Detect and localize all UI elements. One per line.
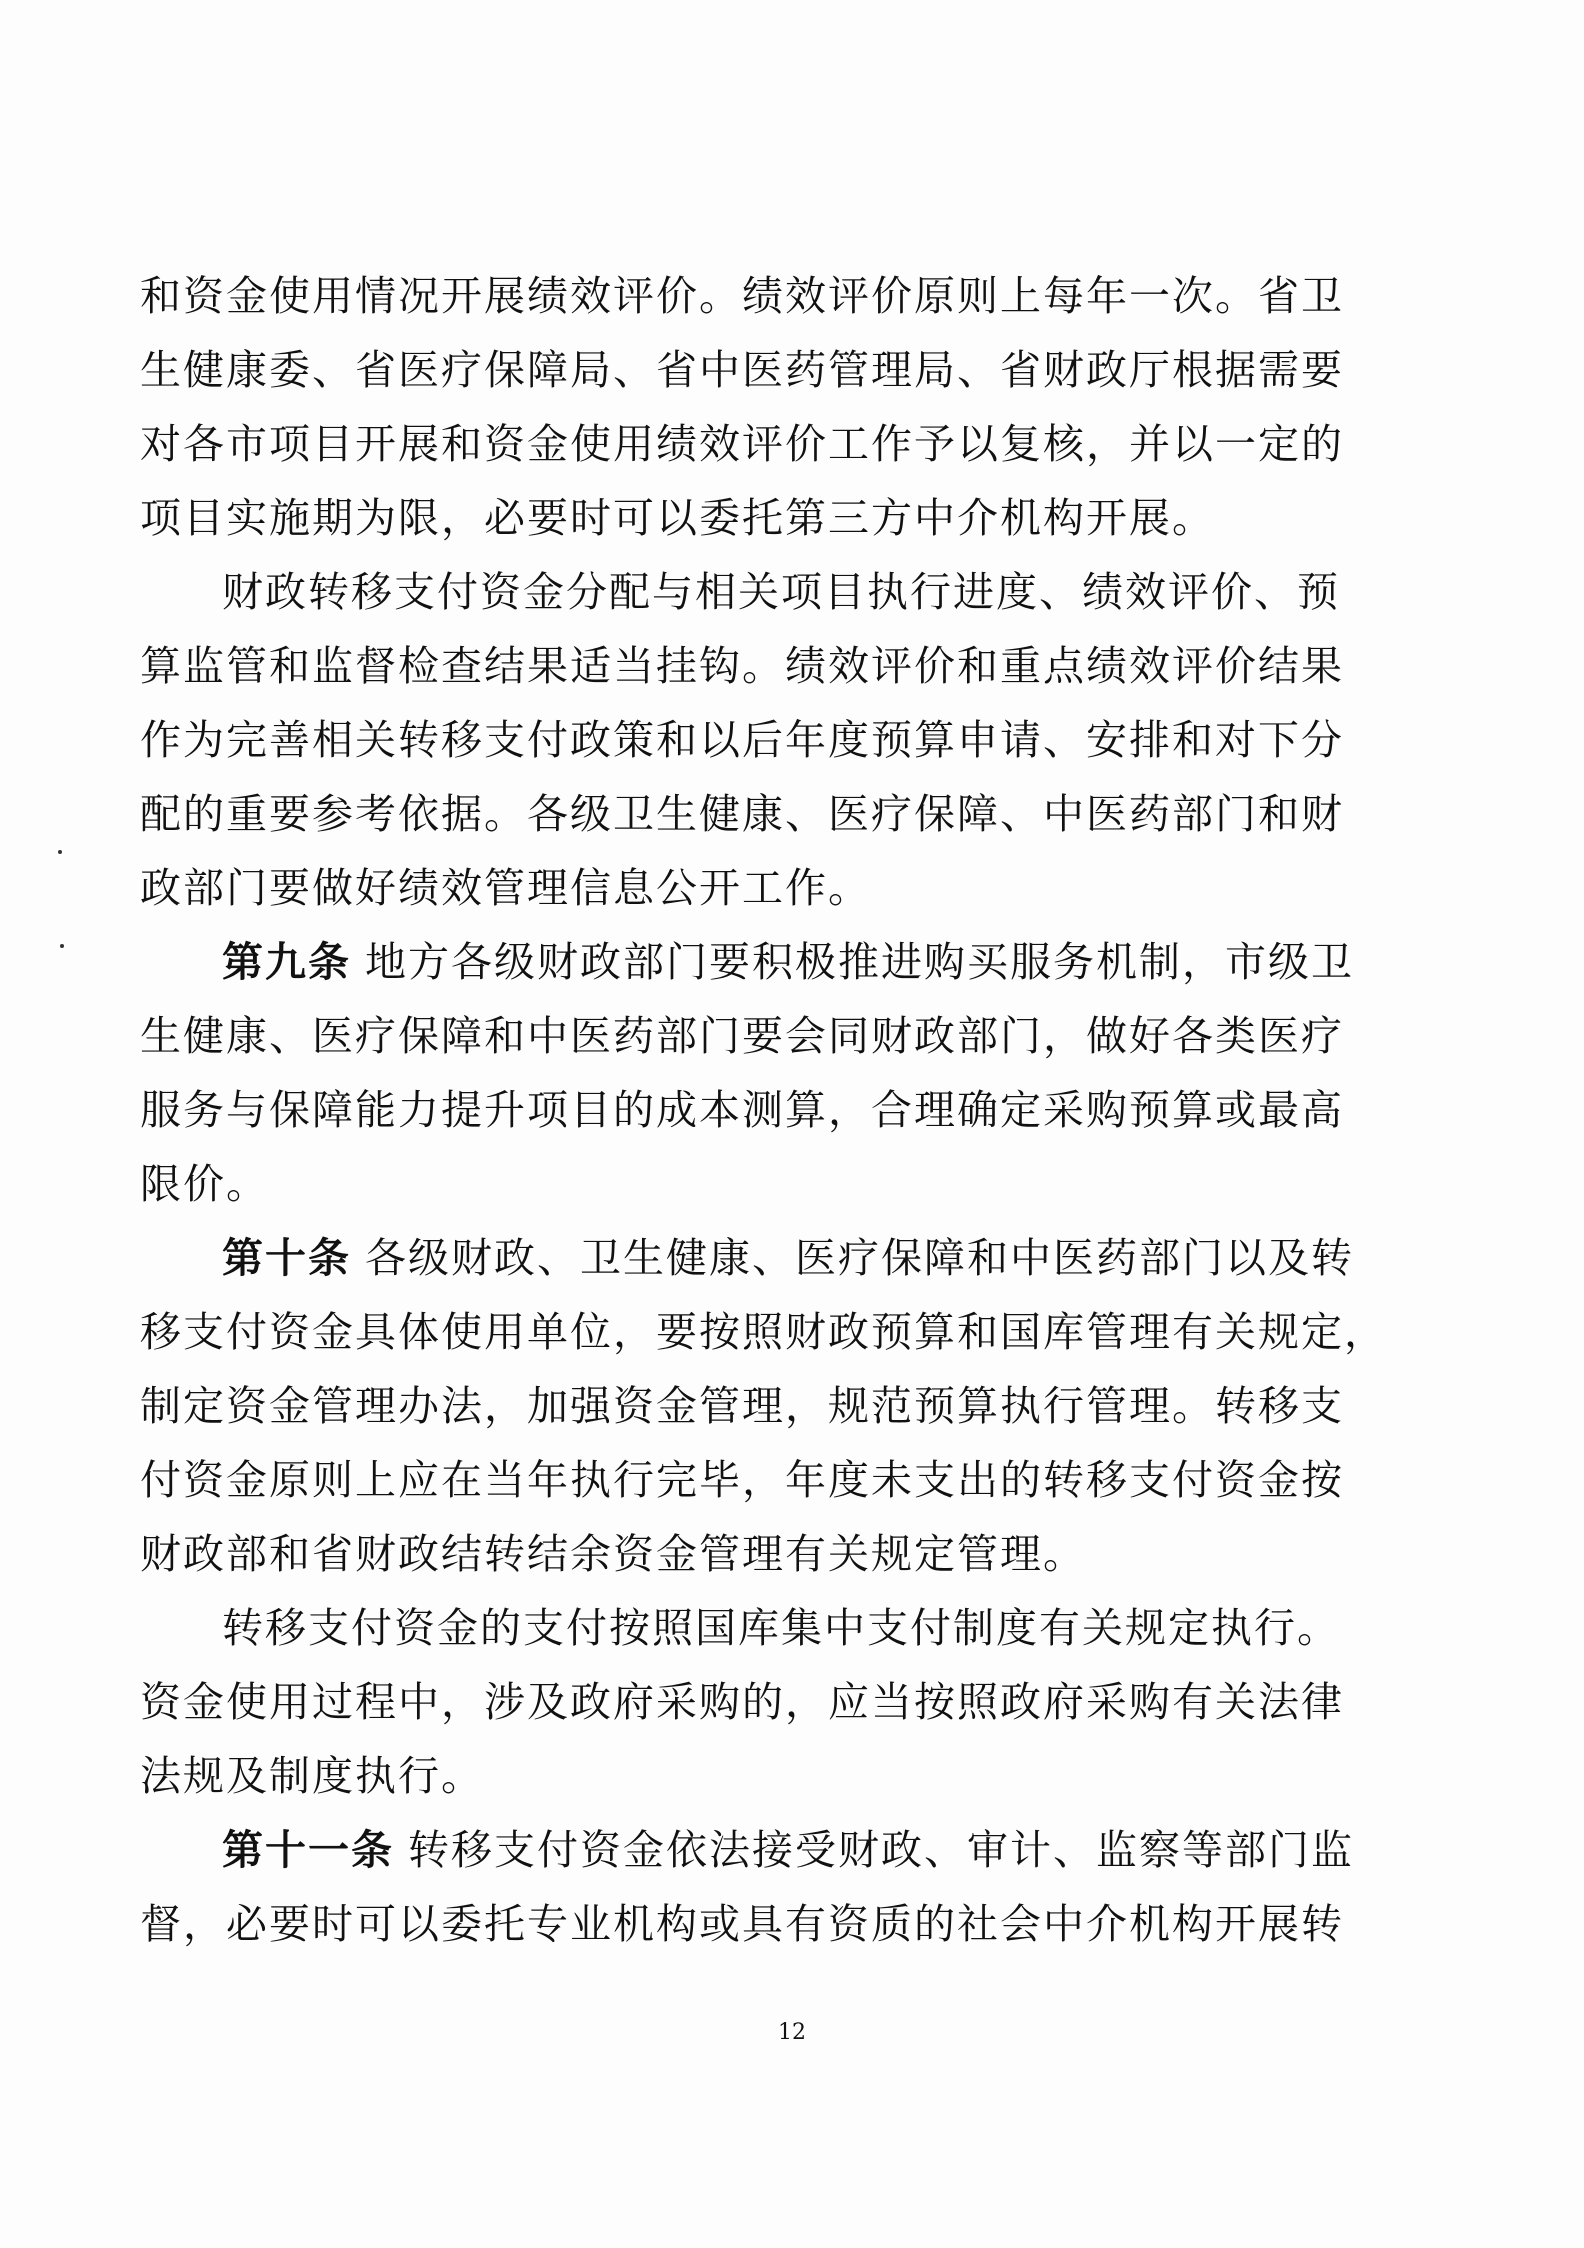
paragraph-line: 项目实施期为限，必要时可以委托第三方中介机构开展。 — [140, 494, 1215, 542]
paragraph-line: 作为完善相关转移支付政策和以后年度预算申请、安排和对下分 — [140, 716, 1344, 764]
paragraph-line: 转移支付资金的支付按照国库集中支付制度有关规定执行。 — [222, 1604, 1340, 1652]
paragraph-line: 生健康委、省医疗保障局、省中医药管理局、省财政厅根据需要 — [140, 346, 1344, 394]
paragraph-line: 服务与保障能力提升项目的成本测算，合理确定采购预算或最高 — [140, 1086, 1344, 1134]
paragraph-line: 政部门要做好绩效管理信息公开工作。 — [140, 864, 871, 912]
article-heading: 第九条 — [222, 938, 351, 986]
article-9-first-line — [222, 936, 1354, 988]
paragraph-line: 对各市项目开展和资金使用绩效评价工作予以复核，并以一定的 — [140, 420, 1344, 468]
article-11-first-line — [222, 1824, 1354, 1876]
article-heading: 第十一条 — [222, 1826, 394, 1874]
paragraph-line: 和资金使用情况开展绩效评价。绩效评价原则上每年一次。省卫 — [140, 272, 1344, 320]
article-text: 转移支付资金依法接受财政、审计、监察等部门监 — [408, 1826, 1354, 1874]
paragraph-line: 法规及制度执行。 — [140, 1752, 484, 1800]
paragraph-line: 生健康、医疗保障和中医药部门要会同财政部门，做好各类医疗 — [140, 1012, 1344, 1060]
article-text: 地方各级财政部门要积极推进购买服务机制，市级卫 — [365, 938, 1354, 986]
paragraph-line: 督，必要时可以委托专业机构或具有资质的社会中介机构开展转 — [140, 1900, 1344, 1948]
paragraph-line: 制定资金管理办法，加强资金管理，规范预算执行管理。转移支 — [140, 1382, 1344, 1430]
scan-speck — [58, 850, 62, 854]
paragraph-line: 移支付资金具体使用单位，要按照财政预算和国库管理有关规定， — [140, 1308, 1387, 1356]
article-10-first-line — [222, 1232, 1354, 1284]
paragraph-line: 配的重要参考依据。各级卫生健康、医疗保障、中医药部门和财 — [140, 790, 1344, 838]
page-number: 12 — [778, 2020, 806, 2045]
scan-speck — [60, 944, 64, 948]
article-heading: 第十条 — [222, 1234, 351, 1282]
paragraph-line: 资金使用过程中，涉及政府采购的，应当按照政府采购有关法律 — [140, 1678, 1344, 1726]
paragraph-line: 限价。 — [140, 1160, 269, 1208]
paragraph-line: 财政部和省财政结转结余资金管理有关规定管理。 — [140, 1530, 1086, 1578]
paragraph-line: 算监管和监督检查结果适当挂钩。绩效评价和重点绩效评价结果 — [140, 642, 1344, 690]
paragraph-line: 付资金原则上应在当年执行完毕，年度未支出的转移支付资金按 — [140, 1456, 1344, 1504]
paragraph-line: 财政转移支付资金分配与相关项目执行进度、绩效评价、预 — [222, 568, 1340, 616]
article-text: 各级财政、卫生健康、医疗保障和中医药部门以及转 — [365, 1234, 1354, 1282]
